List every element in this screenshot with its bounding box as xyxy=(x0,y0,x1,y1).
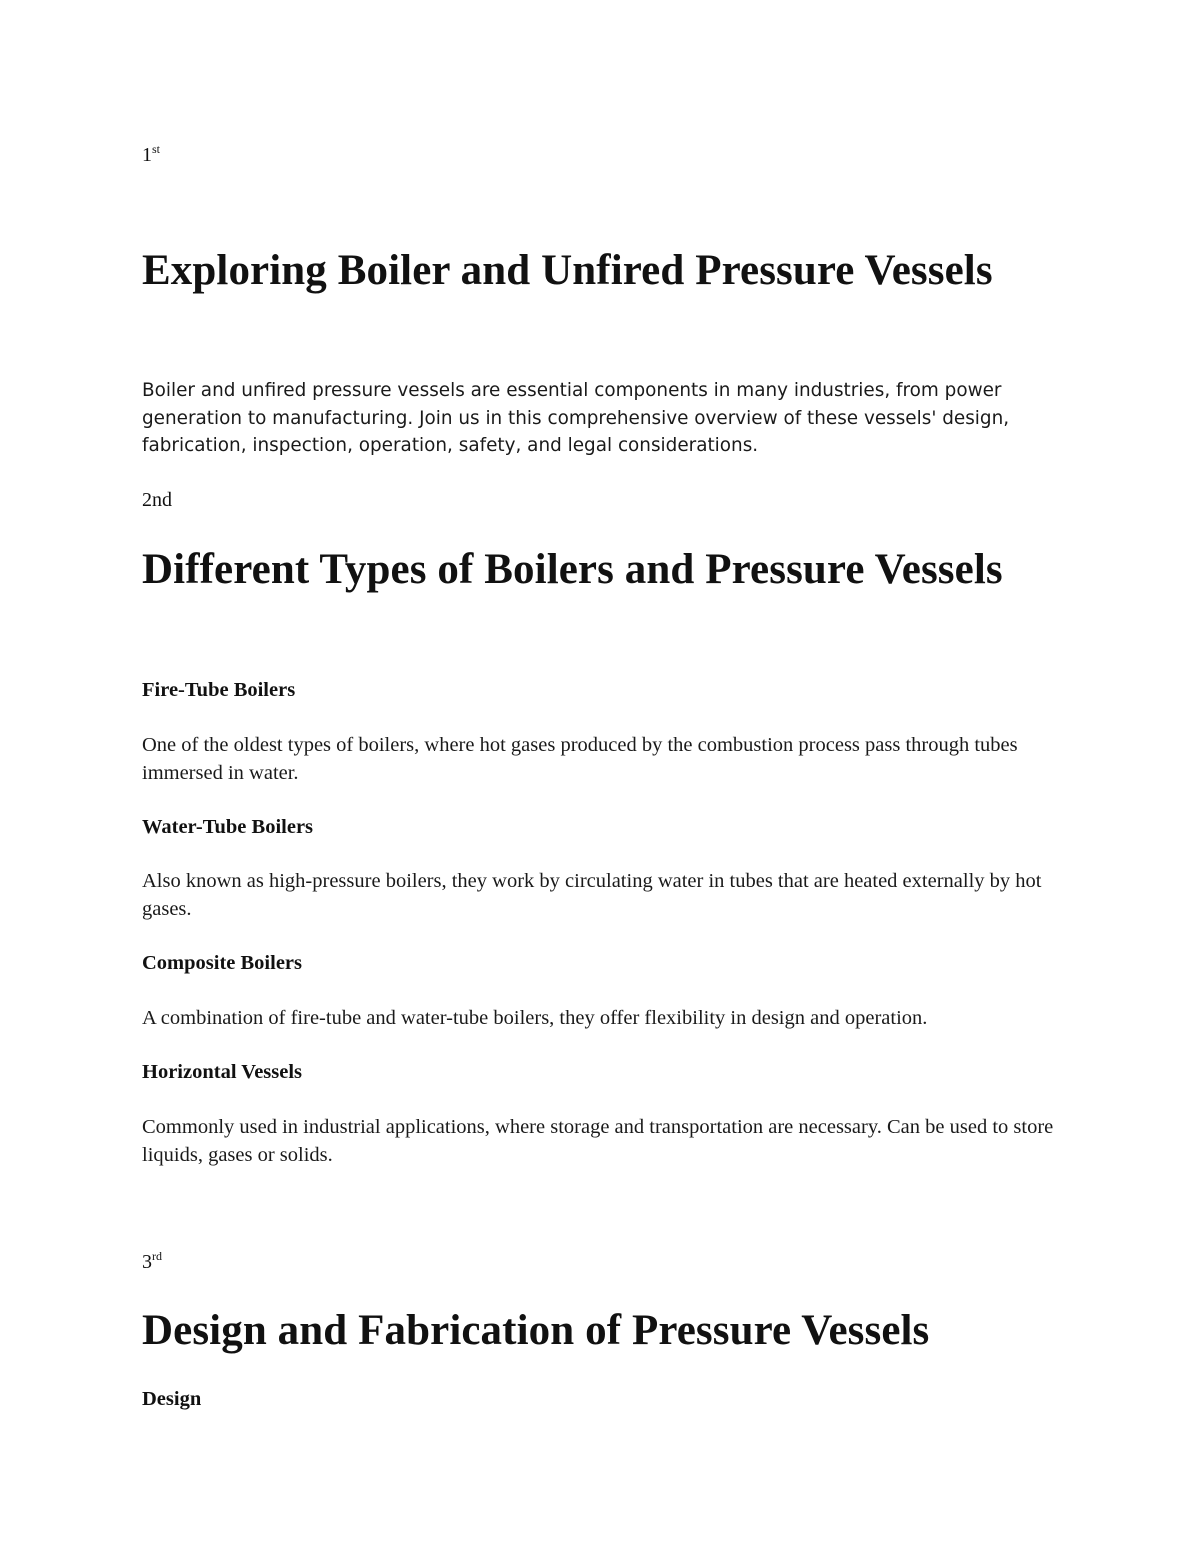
subheading-composite-boilers: Composite Boilers xyxy=(142,952,302,974)
section-marker-3 xyxy=(142,1250,162,1274)
section-marker-1 xyxy=(142,143,160,167)
subheading-water-tube-boilers: Water-Tube Boilers xyxy=(142,816,314,838)
section-marker-2: 2nd xyxy=(142,489,172,511)
section-heading-3: Design and Fabrication of Pressure Vessels xyxy=(142,1307,930,1354)
paragraph-composite-boilers: A combination of fire-tube and water-tube boilers, they offer flexibility in design and operation. xyxy=(142,1007,928,1029)
section-intro-1: Boiler and unfired pressure vessels are essential components in many industries, from power generation to manufacturing. Join us in this comprehensive overview of these vessels' design, fabrication, inspection, operation, safety, and legal considerations. xyxy=(142,380,1010,456)
subheading-horizontal-vessels: Horizontal Vessels xyxy=(142,1061,303,1083)
section-marker-1-suffix: st xyxy=(152,142,161,156)
paragraph-fire-tube-boilers: One of the oldest types of boilers, where hot gases produced by the combustion process pass through tubes immersed in water. xyxy=(142,734,1018,784)
section-heading-1: Exploring Boiler and Unfired Pressure Vessels xyxy=(142,247,993,294)
section-marker-3-suffix: rd xyxy=(152,1249,162,1263)
subheading-design: Design xyxy=(142,1388,202,1410)
paragraph-horizontal-vessels: Commonly used in industrial applications, where storage and transportation are necessary. Can be used to store liquids, gases or solids. xyxy=(142,1116,1054,1166)
section-heading-2: Different Types of Boilers and Pressure Vessels xyxy=(142,546,1003,593)
subheading-fire-tube-boilers: Fire-Tube Boilers xyxy=(142,679,296,701)
section-marker-3-number: 3 xyxy=(142,1251,152,1273)
paragraph-water-tube-boilers: Also known as high-pressure boilers, they work by circulating water in tubes that are heated externally by hot gases. xyxy=(142,870,1042,920)
section-marker-1-number: 1 xyxy=(142,144,152,166)
